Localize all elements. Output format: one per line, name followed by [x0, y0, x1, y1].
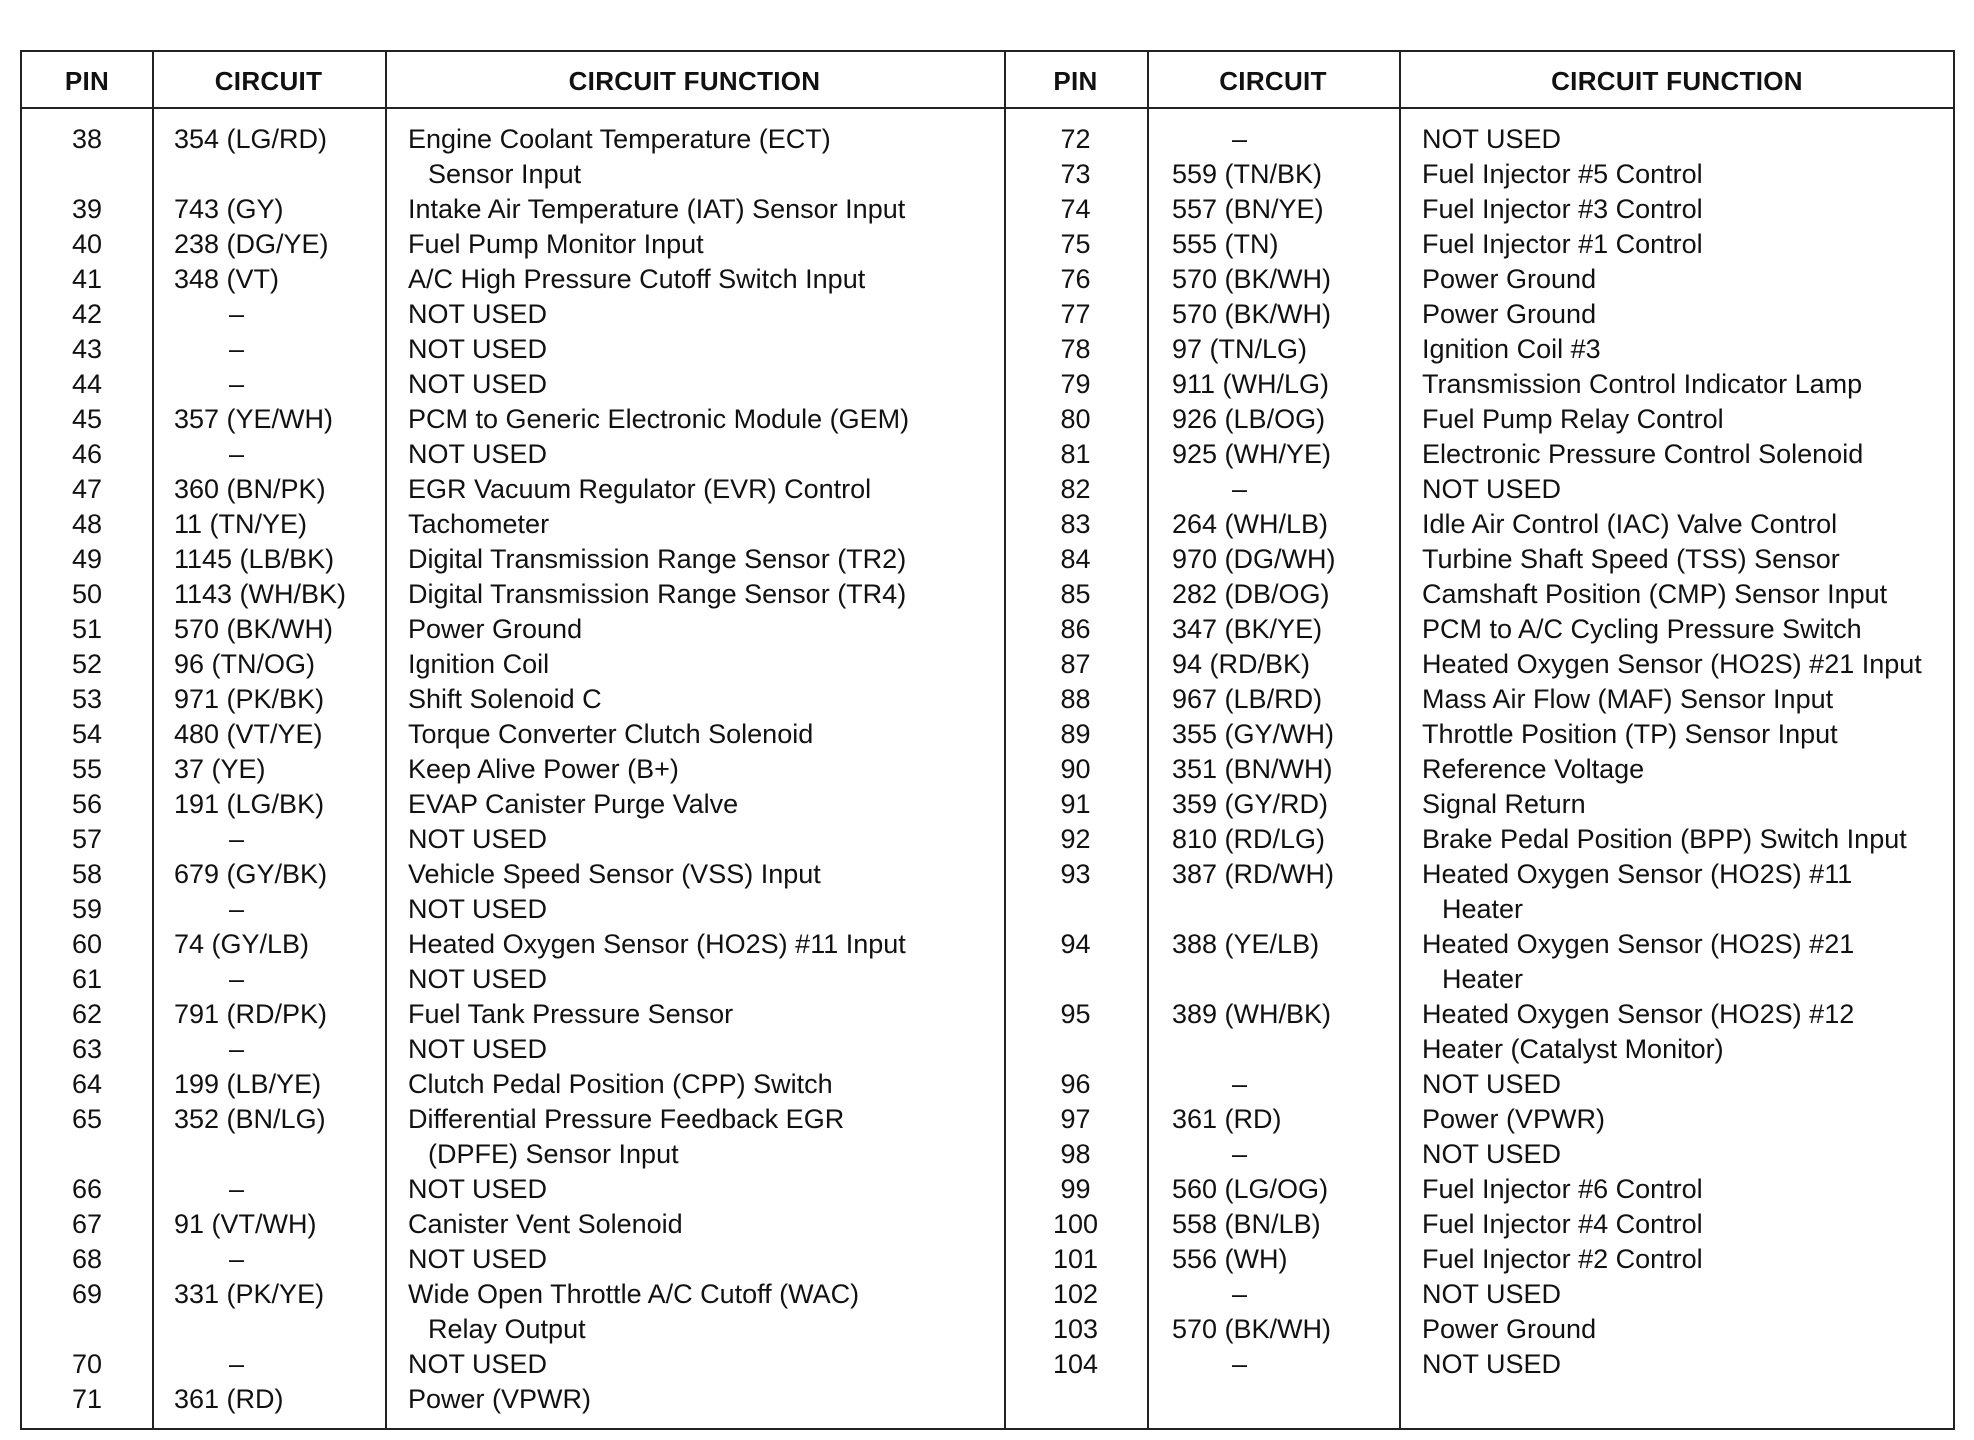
function-line: NOT USED — [1422, 1139, 1562, 1169]
circuit-function — [1422, 1347, 1561, 1382]
circuit-function — [1422, 717, 1838, 752]
function-line: EVAP Canister Purge Valve — [408, 789, 739, 819]
circuit-code: 347 (BK/YE) — [1172, 614, 1323, 644]
function-line: Fuel Pump Relay Control — [1422, 404, 1724, 434]
header-divider — [22, 107, 1953, 109]
function-line: Power (VPWR) — [1422, 1104, 1606, 1134]
circuit-code: 810 (RD/LG) — [1172, 824, 1326, 854]
pin-number: 45 — [71, 404, 103, 434]
circuit-code: 282 (DB/OG) — [1172, 579, 1330, 609]
circuit-function — [1422, 192, 1703, 227]
function-line: Differential Pressure Feedback EGR — [408, 1104, 845, 1134]
function-line: Heater — [1442, 894, 1524, 924]
divider — [385, 52, 387, 1428]
function-line: Shift Solenoid C — [408, 684, 602, 714]
pin-number: 50 — [71, 579, 103, 609]
circuit-function — [408, 997, 733, 1032]
circuit-code: 556 (WH) — [1172, 1244, 1288, 1274]
circuit-code: – — [229, 1174, 245, 1204]
circuit-function — [408, 857, 821, 892]
function-line: NOT USED — [408, 824, 548, 854]
circuit-code: 388 (YE/LB) — [1172, 929, 1320, 959]
circuit-function — [408, 612, 582, 647]
pin-number: 68 — [71, 1244, 103, 1274]
pin-number: 96 — [1060, 1069, 1091, 1099]
pin-number: 52 — [71, 649, 103, 679]
pin-number: 98 — [1060, 1139, 1091, 1169]
circuit-code: 355 (GY/WH) — [1172, 719, 1335, 749]
circuit-code: – — [1232, 1069, 1248, 1099]
pin-number: 58 — [71, 859, 103, 889]
circuit-code: 191 (LG/BK) — [174, 789, 325, 819]
circuit-code: – — [229, 894, 245, 924]
circuit-function — [408, 297, 547, 332]
function-line: Throttle Position (TP) Sensor Input — [1422, 719, 1838, 749]
pin-number: 43 — [71, 334, 103, 364]
circuit-code: 91 (VT/WH) — [174, 1209, 317, 1239]
circuit-code: 357 (YE/WH) — [174, 404, 334, 434]
function-line: Transmission Control Indicator Lamp — [1422, 369, 1863, 399]
pin-number: 61 — [71, 964, 103, 994]
pin-number: 85 — [1060, 579, 1091, 609]
circuit-code: 96 (TN/OG) — [174, 649, 316, 679]
circuit-function — [408, 717, 813, 752]
pin-number: 49 — [71, 544, 103, 574]
circuit-code: 743 (GY) — [174, 194, 284, 224]
function-line: Power (VPWR) — [408, 1384, 592, 1414]
circuit-code: 791 (RD/PK) — [174, 999, 328, 1029]
pin-number: 41 — [71, 264, 103, 294]
function-line: Digital Transmission Range Sensor (TR4) — [408, 579, 907, 609]
circuit-function — [1422, 227, 1703, 262]
pin-number: 101 — [1052, 1244, 1099, 1274]
divider — [152, 52, 154, 1428]
pin-number: 76 — [1060, 264, 1091, 294]
pin-number: 48 — [71, 509, 103, 539]
circuit-function — [1422, 1067, 1561, 1102]
divider — [1399, 52, 1401, 1428]
function-line: Fuel Injector #5 Control — [1422, 159, 1703, 189]
pin-number: 100 — [1052, 1209, 1099, 1239]
circuit-function — [408, 1242, 547, 1277]
function-line: Engine Coolant Temperature (ECT) — [408, 124, 831, 154]
circuit-code: 74 (GY/LB) — [174, 929, 310, 959]
function-line: Digital Transmission Range Sensor (TR2) — [408, 544, 907, 574]
header-circuit-left: CIRCUIT — [214, 66, 323, 96]
function-line: NOT USED — [408, 439, 548, 469]
header-circuit-right: CIRCUIT — [1219, 66, 1327, 96]
circuit-code: 389 (WH/BK) — [1172, 999, 1332, 1029]
function-line: Turbine Shaft Speed (TSS) Sensor — [1422, 544, 1840, 574]
pin-number: 38 — [71, 124, 103, 154]
function-line: Fuel Injector #3 Control — [1422, 194, 1703, 224]
pin-number: 47 — [71, 474, 103, 504]
pin-number: 104 — [1052, 1349, 1099, 1379]
circuit-code: 359 (GY/RD) — [1172, 789, 1329, 819]
circuit-function — [408, 787, 738, 822]
circuit-function — [408, 1382, 591, 1417]
circuit-function — [1422, 647, 1922, 682]
function-line: Heater — [1442, 964, 1524, 994]
header-function-left: CIRCUIT FUNCTION — [568, 66, 821, 96]
function-line: Relay Output — [428, 1314, 586, 1344]
circuit-code: – — [229, 1034, 245, 1064]
circuit-code: 361 (RD) — [174, 1384, 284, 1414]
function-line: EGR Vacuum Regulator (EVR) Control — [408, 474, 872, 504]
circuit-code: 925 (WH/YE) — [1172, 439, 1332, 469]
circuit-function — [1422, 367, 1862, 402]
function-line: Electronic Pressure Control Solenoid — [1422, 439, 1864, 469]
circuit-code: 238 (DG/YE) — [174, 229, 329, 259]
pin-number: 75 — [1060, 229, 1091, 259]
function-line: NOT USED — [1422, 1279, 1562, 1309]
pin-number: 66 — [71, 1174, 103, 1204]
circuit-code: 348 (VT) — [174, 264, 280, 294]
pin-number: 40 — [71, 229, 103, 259]
circuit-code: 570 (BK/WH) — [1172, 299, 1332, 329]
pin-number: 97 — [1060, 1104, 1091, 1134]
pin-number: 83 — [1060, 509, 1091, 539]
pin-table — [20, 50, 1955, 1430]
circuit-function — [408, 437, 547, 472]
function-line: Heated Oxygen Sensor (HO2S) #11 Input — [408, 929, 906, 959]
circuit-code: – — [229, 439, 245, 469]
function-line: Vehicle Speed Sensor (VSS) Input — [408, 859, 821, 889]
circuit-function — [1422, 297, 1596, 332]
circuit-code: 970 (DG/WH) — [1172, 544, 1336, 574]
circuit-function — [408, 472, 871, 507]
circuit-code: 570 (BK/WH) — [1172, 264, 1332, 294]
pin-number: 70 — [71, 1349, 103, 1379]
circuit-code: 911 (WH/LG) — [1172, 369, 1330, 399]
circuit-function — [408, 1207, 683, 1242]
circuit-code: 480 (VT/YE) — [174, 719, 323, 749]
circuit-code: – — [229, 299, 245, 329]
circuit-function — [1422, 1277, 1561, 1312]
pin-number: 57 — [71, 824, 103, 854]
function-line: Tachometer — [408, 509, 550, 539]
circuit-code: 679 (GY/BK) — [174, 859, 328, 889]
pin-number: 44 — [71, 369, 103, 399]
pin-number: 59 — [71, 894, 103, 924]
function-line: Ignition Coil #3 — [1422, 334, 1601, 364]
circuit-function — [408, 577, 906, 612]
circuit-code: 570 (BK/WH) — [174, 614, 334, 644]
divider — [1147, 52, 1149, 1428]
function-line: Ignition Coil — [408, 649, 550, 679]
circuit-function — [408, 542, 906, 577]
circuit-function — [408, 1067, 833, 1102]
circuit-code: 387 (RD/WH) — [1172, 859, 1335, 889]
function-line: Power Ground — [1422, 264, 1597, 294]
function-line: NOT USED — [1422, 1069, 1562, 1099]
circuit-function — [1422, 472, 1561, 507]
pin-number: 84 — [1060, 544, 1091, 574]
circuit-function — [408, 927, 906, 962]
circuit-code: 558 (BN/LB) — [1172, 1209, 1321, 1239]
function-line: NOT USED — [408, 1244, 548, 1274]
circuit-code: 1145 (LB/BK) — [174, 544, 335, 574]
pin-number: 39 — [71, 194, 103, 224]
function-line: Fuel Injector #2 Control — [1422, 1244, 1703, 1274]
function-line: Heated Oxygen Sensor (HO2S) #21 Input — [1422, 649, 1922, 679]
function-line: Wide Open Throttle A/C Cutoff (WAC) — [408, 1279, 860, 1309]
function-line: Mass Air Flow (MAF) Sensor Input — [1422, 684, 1834, 714]
pin-number: 67 — [71, 1209, 103, 1239]
circuit-code: 570 (BK/WH) — [1172, 1314, 1332, 1344]
circuit-function — [1422, 1207, 1703, 1242]
circuit-code: 199 (LB/YE) — [174, 1069, 322, 1099]
pin-number: 63 — [71, 1034, 103, 1064]
pin-number: 103 — [1052, 1314, 1099, 1344]
pin-number: 79 — [1060, 369, 1091, 399]
pin-number: 55 — [71, 754, 103, 784]
circuit-function — [1422, 752, 1644, 787]
circuit-code: – — [1232, 1349, 1248, 1379]
function-line: NOT USED — [408, 1349, 548, 1379]
function-line: Brake Pedal Position (BPP) Switch Input — [1422, 824, 1907, 854]
circuit-function — [408, 752, 679, 787]
circuit-function — [408, 122, 831, 192]
circuit-code: 97 (TN/LG) — [1172, 334, 1308, 364]
function-line: NOT USED — [408, 1034, 548, 1064]
circuit-function — [408, 1172, 547, 1207]
circuit-code: – — [229, 369, 245, 399]
circuit-code: 354 (LG/RD) — [174, 124, 328, 154]
pin-number: 86 — [1060, 614, 1091, 644]
pin-number: 78 — [1060, 334, 1091, 364]
pin-number: 51 — [71, 614, 103, 644]
function-line: Heated Oxygen Sensor (HO2S) #21 — [1422, 929, 1855, 959]
pin-number: 60 — [71, 929, 103, 959]
circuit-code: 264 (WH/LB) — [1172, 509, 1329, 539]
pin-number: 46 — [71, 439, 103, 469]
circuit-function — [1422, 262, 1596, 297]
circuit-code: 352 (BN/LG) — [174, 1104, 326, 1134]
circuit-code: 926 (LB/OG) — [1172, 404, 1326, 434]
pin-number: 88 — [1060, 684, 1091, 714]
function-line: Power Ground — [1422, 1314, 1597, 1344]
circuit-function — [408, 1277, 859, 1347]
circuit-code: – — [1232, 1139, 1248, 1169]
circuit-code: 559 (TN/BK) — [1172, 159, 1323, 189]
circuit-function — [1422, 332, 1601, 367]
header-pin-left: PIN — [64, 66, 110, 96]
pin-number: 54 — [71, 719, 103, 749]
circuit-code: 360 (BN/PK) — [174, 474, 326, 504]
function-line: Keep Alive Power (B+) — [408, 754, 679, 784]
circuit-function — [408, 1347, 547, 1382]
function-line: A/C High Pressure Cutoff Switch Input — [408, 264, 866, 294]
circuit-code: 967 (LB/RD) — [1172, 684, 1323, 714]
pin-number: 99 — [1060, 1174, 1091, 1204]
circuit-code: 1143 (WH/BK) — [174, 579, 347, 609]
function-line: Fuel Injector #1 Control — [1422, 229, 1703, 259]
function-line: (DPFE) Sensor Input — [428, 1139, 679, 1169]
circuit-function — [1422, 507, 1837, 542]
circuit-function — [408, 962, 547, 997]
circuit-function — [408, 227, 704, 262]
function-line: PCM to A/C Cycling Pressure Switch — [1422, 614, 1862, 644]
circuit-function — [408, 367, 547, 402]
pin-number: 77 — [1060, 299, 1091, 329]
circuit-function — [408, 1102, 844, 1172]
circuit-function — [1422, 122, 1561, 157]
function-line: Heater (Catalyst Monitor) — [1422, 1034, 1724, 1064]
function-line: Fuel Injector #4 Control — [1422, 1209, 1703, 1239]
function-line: Fuel Pump Monitor Input — [408, 229, 704, 259]
pin-number: 95 — [1060, 999, 1091, 1029]
circuit-function — [408, 647, 549, 682]
function-line: Heated Oxygen Sensor (HO2S) #11 — [1422, 859, 1853, 889]
pin-number: 62 — [71, 999, 103, 1029]
circuit-function — [1422, 437, 1863, 472]
pin-number: 74 — [1060, 194, 1091, 224]
circuit-function — [1422, 857, 1852, 927]
circuit-function — [1422, 787, 1586, 822]
circuit-code: 37 (YE) — [174, 754, 266, 784]
pin-number: 71 — [71, 1384, 103, 1414]
circuit-function — [408, 262, 865, 297]
header-pin-right: PIN — [1053, 66, 1098, 96]
function-line: PCM to Generic Electronic Module (GEM) — [408, 404, 910, 434]
function-line: NOT USED — [408, 369, 548, 399]
function-line: NOT USED — [408, 964, 548, 994]
pin-number: 72 — [1060, 124, 1091, 154]
circuit-function — [408, 822, 547, 857]
circuit-function — [1422, 1102, 1605, 1137]
pin-number: 80 — [1060, 404, 1091, 434]
circuit-code: – — [1232, 1279, 1248, 1309]
pin-number: 53 — [71, 684, 103, 714]
function-line: Clutch Pedal Position (CPP) Switch — [408, 1069, 833, 1099]
circuit-function — [1422, 927, 1854, 997]
pin-number: 102 — [1052, 1279, 1099, 1309]
function-line: Intake Air Temperature (IAT) Sensor Input — [408, 194, 906, 224]
pin-number: 94 — [1060, 929, 1091, 959]
circuit-code: 94 (RD/BK) — [1172, 649, 1311, 679]
circuit-function — [1422, 1312, 1596, 1347]
circuit-function — [408, 402, 909, 437]
circuit-code: – — [229, 824, 245, 854]
function-line: NOT USED — [408, 894, 548, 924]
pin-number: 92 — [1060, 824, 1091, 854]
pin-number: 87 — [1060, 649, 1091, 679]
circuit-code: 331 (PK/YE) — [174, 1279, 325, 1309]
circuit-function — [408, 507, 549, 542]
function-line: Sensor Input — [428, 159, 582, 189]
circuit-function — [1422, 1172, 1703, 1207]
function-line: Power Ground — [408, 614, 583, 644]
circuit-code: 351 (BN/WH) — [1172, 754, 1333, 784]
pin-number: 42 — [71, 299, 103, 329]
circuit-function — [408, 892, 547, 927]
pin-number: 89 — [1060, 719, 1091, 749]
circuit-code: 971 (PK/BK) — [174, 684, 325, 714]
function-line: Signal Return — [1422, 789, 1586, 819]
circuit-function — [1422, 997, 1854, 1067]
pin-number: 82 — [1060, 474, 1091, 504]
circuit-function — [1422, 682, 1833, 717]
pin-number: 64 — [71, 1069, 103, 1099]
circuit-code: 557 (BN/YE) — [1172, 194, 1324, 224]
function-line: Canister Vent Solenoid — [408, 1209, 683, 1239]
function-line: Fuel Injector #6 Control — [1422, 1174, 1703, 1204]
circuit-function — [1422, 1137, 1561, 1172]
function-line: Idle Air Control (IAC) Valve Control — [1422, 509, 1838, 539]
circuit-code: 555 (TN) — [1172, 229, 1279, 259]
pin-number: 65 — [71, 1104, 103, 1134]
function-line: NOT USED — [408, 299, 548, 329]
circuit-function — [1422, 822, 1907, 857]
function-line: Heated Oxygen Sensor (HO2S) #12 — [1422, 999, 1855, 1029]
pin-number: 81 — [1060, 439, 1091, 469]
circuit-function — [408, 682, 602, 717]
circuit-function — [1422, 577, 1887, 612]
header-function-right: CIRCUIT FUNCTION — [1551, 66, 1803, 96]
circuit-function — [1422, 1242, 1703, 1277]
function-line: NOT USED — [1422, 124, 1562, 154]
circuit-code: – — [1232, 124, 1248, 154]
circuit-function — [408, 1032, 547, 1067]
function-line: NOT USED — [1422, 474, 1562, 504]
circuit-code: – — [229, 1349, 245, 1379]
circuit-code: 11 (TN/YE) — [174, 509, 308, 539]
pin-number: 93 — [1060, 859, 1091, 889]
circuit-function — [1422, 612, 1862, 647]
circuit-code: – — [229, 334, 245, 364]
function-line: Torque Converter Clutch Solenoid — [408, 719, 814, 749]
circuit-function — [1422, 542, 1840, 577]
circuit-code: 361 (RD) — [1172, 1104, 1282, 1134]
circuit-function — [1422, 157, 1703, 192]
pin-number: 69 — [71, 1279, 103, 1309]
circuit-function — [408, 332, 547, 367]
circuit-code: 560 (LG/OG) — [1172, 1174, 1329, 1204]
circuit-code: – — [229, 1244, 245, 1274]
function-line: NOT USED — [408, 1174, 548, 1204]
function-line: Reference Voltage — [1422, 754, 1645, 784]
function-line: NOT USED — [408, 334, 548, 364]
circuit-function — [1422, 402, 1724, 437]
pin-number: 56 — [71, 789, 103, 819]
circuit-code: – — [229, 964, 245, 994]
pin-number: 90 — [1060, 754, 1091, 784]
circuit-code: – — [1232, 474, 1248, 504]
circuit-function — [408, 192, 905, 227]
function-line: Power Ground — [1422, 299, 1597, 329]
function-line: Camshaft Position (CMP) Sensor Input — [1422, 579, 1888, 609]
pin-number: 73 — [1060, 159, 1091, 189]
function-line: NOT USED — [1422, 1349, 1562, 1379]
pin-number: 91 — [1060, 789, 1091, 819]
function-line: Fuel Tank Pressure Sensor — [408, 999, 734, 1029]
